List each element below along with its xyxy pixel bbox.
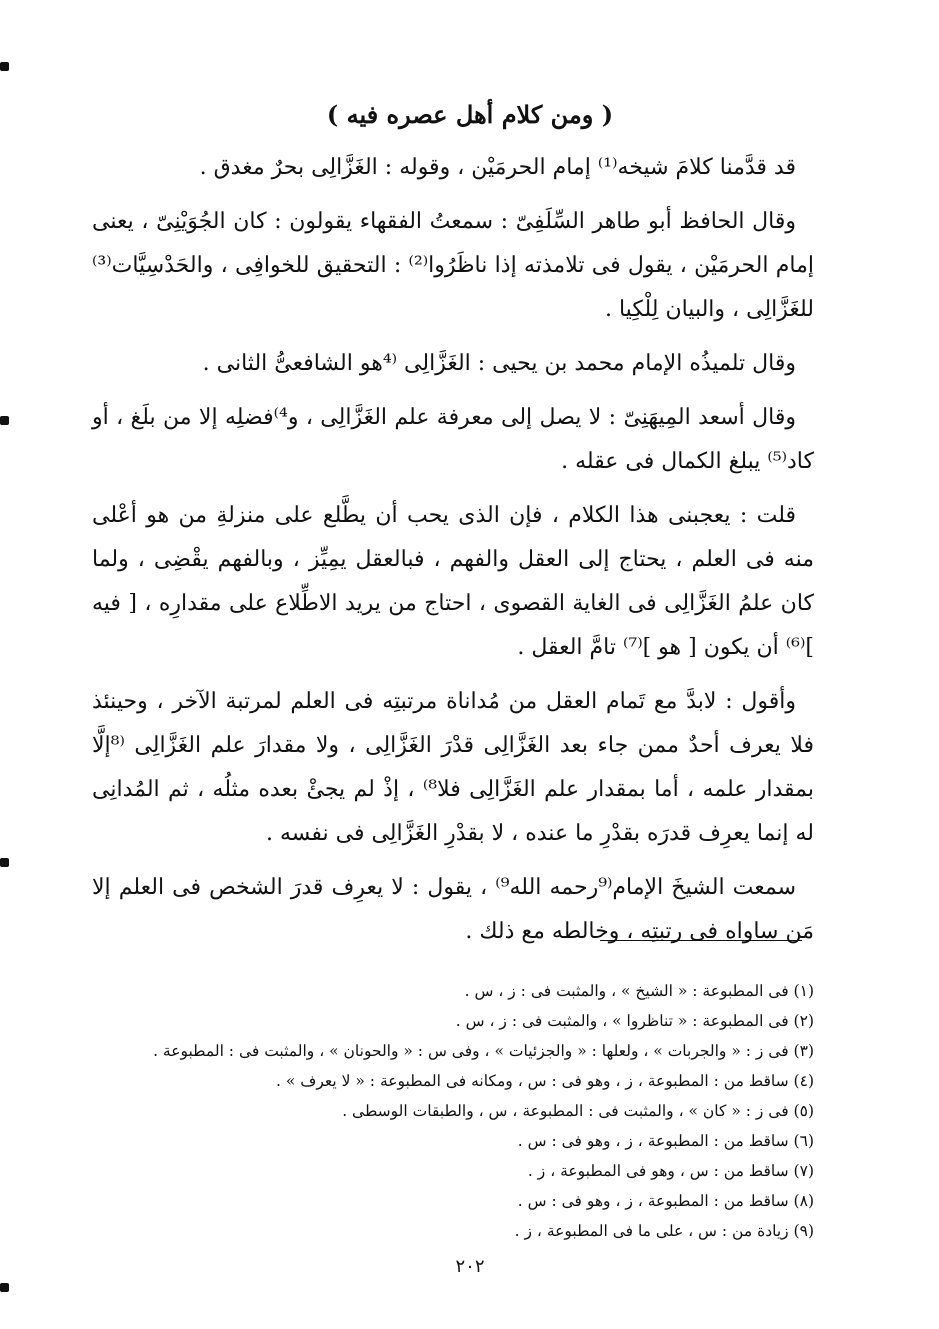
paragraph: وقال أسعد المِيهَنِىّ : لا يصل إلى معرفة علم الغَزَّالِى ، و⁴⁾فضلِه إلا من بلَغ ، أو كاد⁽⁵⁾ يبلغ الكمال فى عقله . <box>92 405 814 474</box>
footnotes <box>92 976 814 1246</box>
footnote: (٩) زيادة من : س ، على ما فى المطبوعة ، ز . <box>514 1222 814 1240</box>
footnote: (٣) فى ز : « والجربات » ، ولعلها : « والجزئيات » ، وفى س : « والحونان » ، والمثبت فى : المطبوعة . <box>153 1042 814 1060</box>
footnote: (٨) ساقط من : المطبوعة ، ز ، وهو فى : س . <box>517 1192 814 1210</box>
section-heading: ( ومن كلام أهل عصره فيه ) <box>326 100 614 129</box>
footnote: (٤) ساقط من : المطبوعة ، ز ، وهو فى : س ، ومكانه فى المطبوعة : « لا يعرف » . <box>276 1072 814 1090</box>
paragraph: وقال تلميذُه الإمام محمد بن يحيى : الغَزَّالِى ⁽⁴هو الشافعىُّ الثانى . <box>202 351 796 376</box>
body-text <box>92 146 814 964</box>
footnote: (٢) فى المطبوعة : « تناظروا » ، والمثبت فى : ز ، س . <box>455 1012 814 1030</box>
paragraph: وأقول : لابدَّ مع تَمام العقل من مُداناة مرتبتِه فى العلم لمرتبة الآخر ، وحينئذ فلا يعرف أحدٌ ممن جاء بعد الغَزَّالِى قدْرَ الغَزَّالِى ، ولا مقدارَ علم الغَزَّالِى ⁽⁸إلَّا بمقدار علمه ، أما بمقدار علم الغَزَّالِى فلا⁸⁾ ، إذْ لم يجئْ بعده مثلُه ، ثم المُدانِى له إنما يعرِف قدرَه بقدْرِ ما عنده ، لا بقدْرِ الغَزَّالِى فى نفسه . <box>92 689 814 846</box>
paragraph: وقال الحافظ أبو طاهر السِّلَفِىّ : سمعتُ الفقهاء يقولون : كان الجُوَيْنِىّ ، يعنى إمام الحرمَيْن ، يقول فى تلامذته إذا ناظَرُوا⁽²⁾ : التحقيق للخوافِى ، والحَدْسِيَّات⁽³⁾ للغَزَّالِى ، والبيان لِلْكِيا . <box>92 209 814 322</box>
footnote: (١) فى المطبوعة : « الشيخ » ، والمثبت فى : ز ، س . <box>464 982 814 1000</box>
footnote-separator <box>600 940 802 941</box>
paragraph: قلت : يعجبنى هذا الكلام ، فإن الذى يحب أن يطَّلع على منزلةِ من هو أعْلى منه فى العلم ، يحتاج إلى العقل والفهم ، فبالعقل يمِيِّز ، وبالفهم يقْضِى ، ولما كان علمُ الغَزَّالِى فى الغاية القصوى ، احتاج من يريد الاطِّلاع على مقدارِه ، [ فيه ]⁽⁶⁾ أن يكون [ هو ]⁽⁷⁾ تامَّ العقل . <box>92 503 814 660</box>
paragraph: قد قدَّمنا كلامَ شيخه⁽¹⁾ إمام الحرمَيْن ، وقوله : الغَزَّالِى بحرٌ مغدق . <box>199 155 796 180</box>
footnote: (٥) فى ز : « كان » ، والمثبت فى : المطبوعة ، س ، والطبقات الوسطى . <box>342 1102 814 1120</box>
footnote: (٧) ساقط من : س ، وهو فى المطبوعة ، ز . <box>527 1162 814 1180</box>
footnote: (٦) ساقط من : المطبوعة ، ز ، وهو فى : س . <box>517 1132 814 1150</box>
page-number: ٢٠٢ <box>455 1256 485 1277</box>
scan-edge-mark <box>0 858 9 867</box>
paragraph: سمعت الشيخَ الإمام⁽⁹رحمه الله⁹⁾ ، يقول : لا يعرِف قدرَ الشخص فى العلم إلا مَن ساواه فى رتبتِه ، وخالطه مع ذلك . <box>92 875 814 944</box>
scan-edge-mark <box>0 62 9 71</box>
scan-edge-mark <box>0 416 9 425</box>
scan-edge-mark <box>0 1283 9 1292</box>
